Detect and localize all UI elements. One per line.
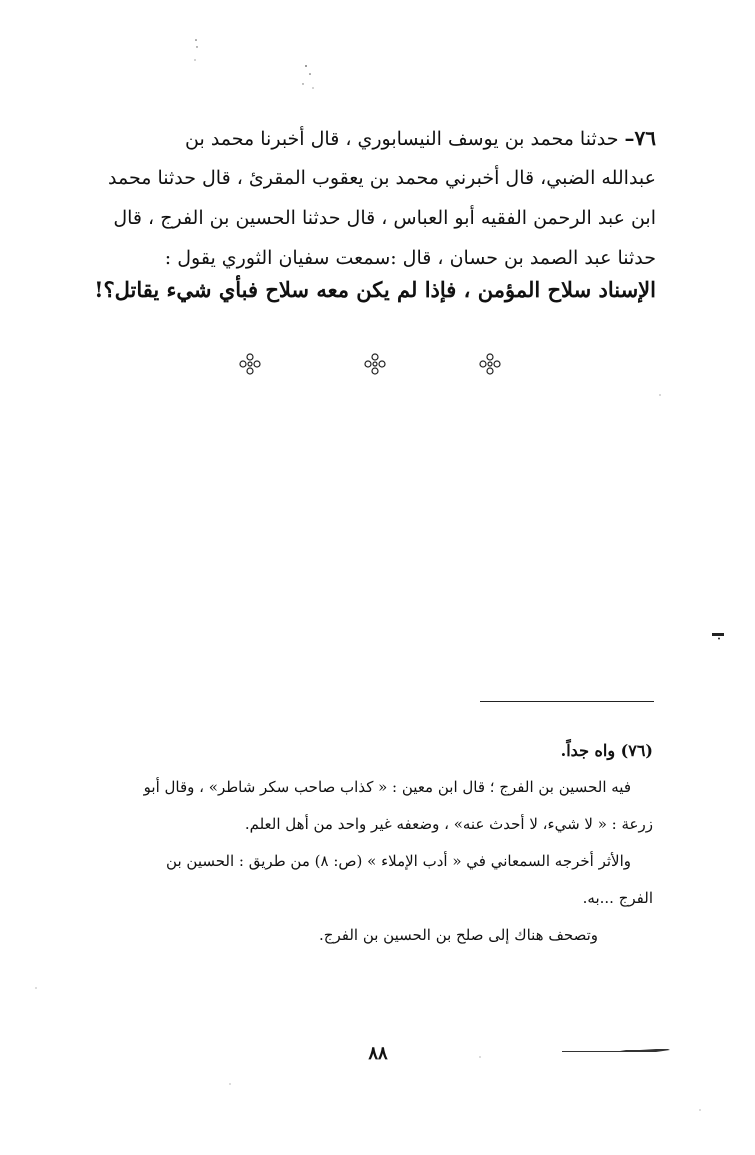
footnote-line-1: فيه الحسين بن الفرج ؛ قال ابن معين : « كذاب صاحب سكر شاطر» ، وقال أبو [143,778,631,796]
hadith-line-3: ابن عبد الرحمن الفقيه أبو العباس ، قال حدثنا الحسين بن الفرج ، قال [113,207,656,229]
margin-mark [711,630,725,640]
hadith-number: ٧٦– [624,126,656,150]
flower-ornament-icon [478,352,502,376]
footnote-line-5: وتصحف هناك إلى صلح بن الحسين بن الفرج. [319,926,598,944]
hadith-line-4: حدثنا عبد الصمد بن حسان ، قال :سمعت سفيان الثوري يقول : [164,247,656,269]
footnote-line-3: والأثر أخرجه السمعاني في « أدب الإملاء » (ص: ٨) من طريق : الحسين بن [166,852,631,870]
footnote-divider [480,701,654,702]
section-ornaments [230,352,520,382]
hadith-text [78,118,656,278]
footnote-block [78,732,653,954]
hadith-quote: الإسناد سلاح المؤمن ، فإذا لم يكن معه سلاح فبأي شيء يقاتل؟! [94,277,656,302]
footnote-heading: (٧٦) واه جداً. [560,741,653,760]
hadith-line-2: عبدالله الضبي، قال أخبرني محمد بن يعقوب المقرئ ، قال حدثنا محمد [108,167,656,189]
flower-ornament-icon [363,352,387,376]
hadith-line-1: ٧٦– حدثنا محمد بن يوسف النيسابوري ، قال أخبرنا محمد بن [185,126,656,150]
scan-smudge [560,1046,672,1054]
footnote-line-2: زرعة : « لا شيء، لا أحدث عنه» ، وضعفه غير واحد من أهل العلم. [244,815,653,833]
footnote-line-4: الفرج ...به. [582,889,653,907]
flower-ornament-icon [238,352,262,376]
page-number: ٨٨ [368,1043,388,1064]
